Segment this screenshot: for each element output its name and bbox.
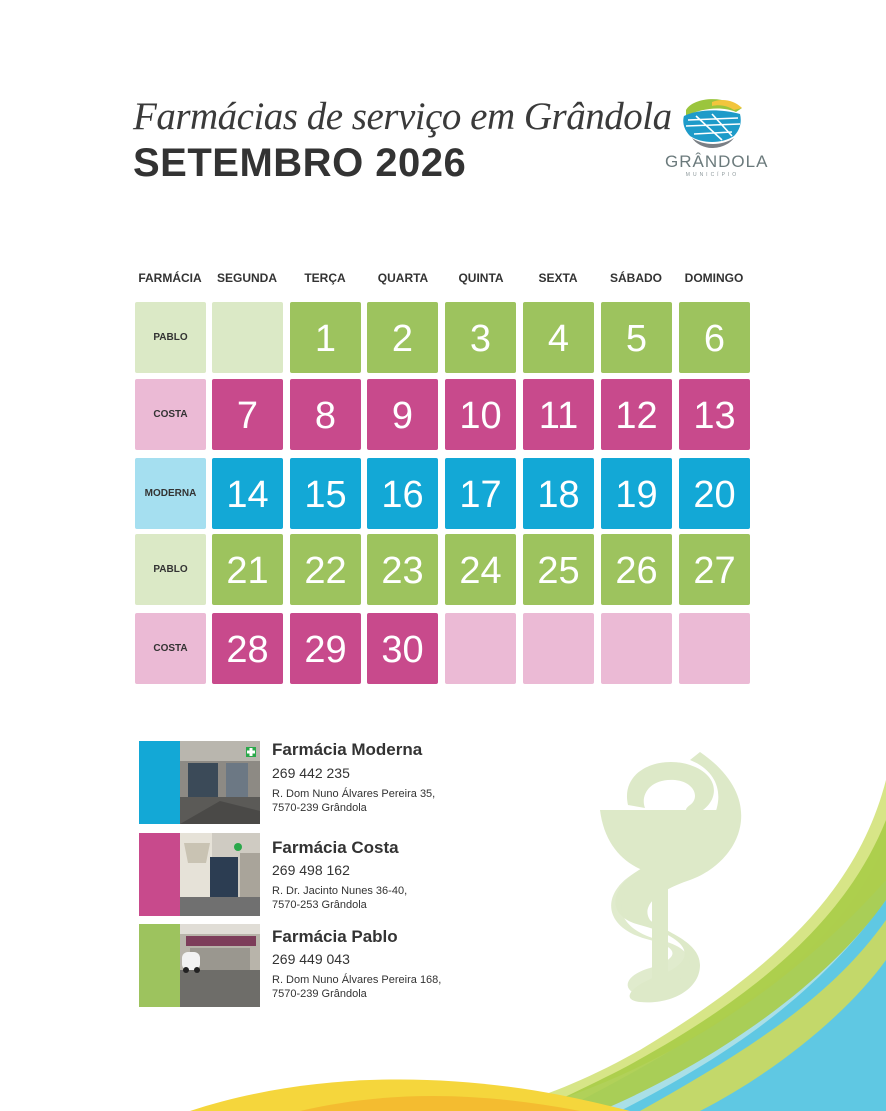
- costa-name: Farmácia Costa: [272, 838, 399, 857]
- week-1-pharmacy: PABLO: [135, 302, 206, 373]
- day-cell: 24: [445, 534, 516, 605]
- day-cell: 5: [601, 302, 672, 373]
- day-cell: 2: [367, 302, 438, 373]
- day-cell: 26: [601, 534, 672, 605]
- day-cell: 23: [367, 534, 438, 605]
- day-cell-empty: [679, 613, 750, 684]
- day-cell: 4: [523, 302, 594, 373]
- day-cell: 9: [367, 379, 438, 450]
- day-cell: 16: [367, 458, 438, 529]
- week-2-pharmacy: COSTA: [135, 379, 206, 450]
- day-cell: 15: [290, 458, 361, 529]
- moderna-photo: [180, 741, 260, 824]
- day-cell: 6: [679, 302, 750, 373]
- week-5-pharmacy: COSTA: [135, 613, 206, 684]
- header-quinta: QUINTA: [458, 271, 504, 285]
- header-quarta: QUARTA: [377, 271, 429, 285]
- header-segunda: SEGUNDA: [216, 271, 277, 285]
- day-cell-empty: [212, 302, 283, 373]
- day-cell: 25: [523, 534, 594, 605]
- pablo-address-line1: R. Dom Nuno Álvares Pereira 168,: [272, 974, 442, 986]
- day-cell: 29: [290, 613, 361, 684]
- header-farmacia: FARMÁCIA: [138, 271, 202, 285]
- costa-phone: 269 498 162: [272, 862, 350, 878]
- pablo-photo: [180, 924, 260, 1007]
- day-cell: 21: [212, 534, 283, 605]
- pablo-address-line2: 7570-239 Grândola: [272, 988, 367, 1000]
- day-cell: 11: [523, 379, 594, 450]
- pablo-color-bar: [139, 924, 180, 1007]
- day-cell: 3: [445, 302, 516, 373]
- costa-address-line1: R. Dr. Jacinto Nunes 36-40,: [272, 885, 408, 897]
- day-cell-empty: [601, 613, 672, 684]
- header-sabado: SÁBADO: [609, 271, 662, 285]
- costa-photo: [180, 833, 260, 916]
- header-domingo: DOMINGO: [684, 271, 744, 285]
- day-cell: 7: [212, 379, 283, 450]
- logo-name: GRÂNDOLA: [665, 152, 769, 171]
- day-cell: 12: [601, 379, 672, 450]
- pharmacy-caduceus-icon: [600, 752, 741, 1002]
- moderna-address-line1: R. Dom Nuno Álvares Pereira 35,: [272, 788, 436, 800]
- moderna-phone: 269 442 235: [272, 765, 350, 781]
- costa-address-line2: 7570-253 Grândola: [272, 899, 367, 911]
- pablo-phone: 269 449 043: [272, 951, 350, 967]
- moderna-address-line2: 7570-239 Grândola: [272, 802, 367, 814]
- day-cell: 17: [445, 458, 516, 529]
- page-title: Farmácias de serviço em Grândola: [133, 95, 672, 138]
- week-3-pharmacy: MODERNA: [135, 458, 206, 529]
- page-subtitle: SETEMBRO 2026: [133, 141, 467, 185]
- week-4-pharmacy: PABLO: [135, 534, 206, 605]
- moderna-color-bar: [139, 741, 180, 824]
- logo-sub: MUNICÍPIO: [685, 172, 740, 178]
- day-cell-empty: [523, 613, 594, 684]
- day-cell: 22: [290, 534, 361, 605]
- costa-color-bar: [139, 833, 180, 916]
- grandola-logo: [665, 96, 769, 186]
- day-cell: 28: [212, 613, 283, 684]
- day-cell: 14: [212, 458, 283, 529]
- day-cell: 10: [445, 379, 516, 450]
- day-cell: 13: [679, 379, 750, 450]
- moderna-name: Farmácia Moderna: [272, 740, 423, 759]
- day-cell-empty: [445, 613, 516, 684]
- day-cell: 19: [601, 458, 672, 529]
- grandola-logo-icon: [682, 96, 744, 148]
- day-cell: 1: [290, 302, 361, 373]
- day-cell: 30: [367, 613, 438, 684]
- day-cell: 27: [679, 534, 750, 605]
- day-cell: 8: [290, 379, 361, 450]
- day-cell: 18: [523, 458, 594, 529]
- pablo-name: Farmácia Pablo: [272, 927, 398, 946]
- header-terca: TERÇA: [304, 271, 346, 285]
- day-cell: 20: [679, 458, 750, 529]
- header-sexta: SEXTA: [538, 271, 578, 285]
